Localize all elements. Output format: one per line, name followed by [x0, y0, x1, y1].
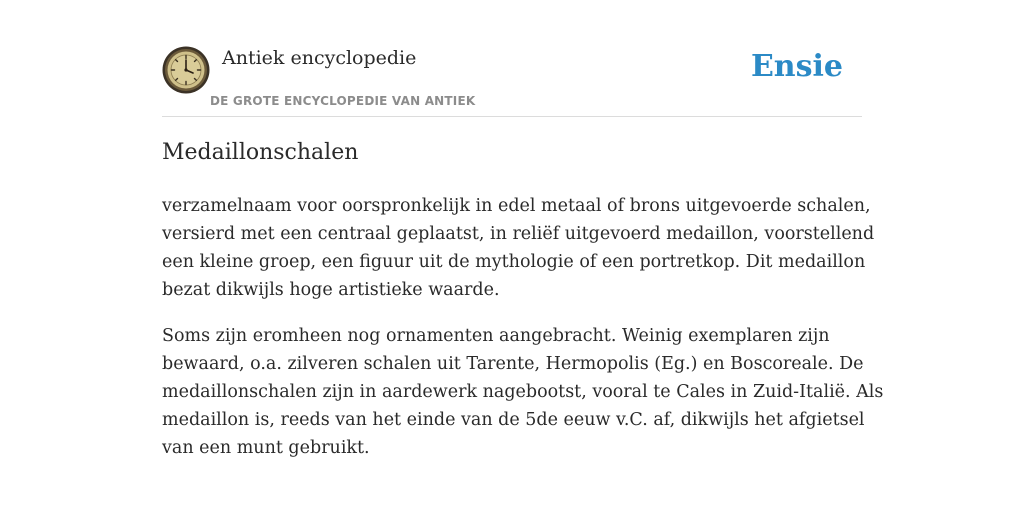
text-line: versierd met een centraal geplaatst, in reliëf uitgevoerd medaillon, voorstellend	[162, 224, 875, 244]
site-header	[162, 44, 862, 117]
text-line: een kleine groep, een figuur uit de mythologie of een portretkop. Dit medaillon	[162, 252, 866, 272]
site-subtitle: DE GROTE ENCYCLOPEDIE VAN ANTIEK	[210, 94, 476, 108]
text-line: Soms zijn eromheen nog ornamenten aangebracht. Weinig exemplaren zijn	[162, 326, 830, 346]
text-line: medaillon is, reeds van het einde van de 5de eeuw v.C. af, dikwijls het afgietsel	[162, 410, 865, 430]
site-title[interactable]: Antiek encyclopedie	[222, 47, 417, 69]
text-line: bewaard, o.a. zilveren schalen uit Tarente, Hermopolis (Eg.) en Boscoreale. De	[162, 354, 864, 374]
page-title: Medaillonschalen	[162, 140, 359, 165]
ensie-brand-link[interactable]: Ensie	[750, 49, 843, 84]
text-line: van een munt gebruikt.	[162, 438, 370, 458]
text-line: bezat dikwijls hoge artistieke waarde.	[162, 280, 500, 300]
text-line: medaillonschalen zijn in aardewerk nagebootst, vooral te Cales in Zuid-Italië. Als	[162, 382, 884, 402]
article-paragraph	[162, 322, 884, 462]
article-body	[162, 192, 884, 480]
article-paragraph	[162, 192, 875, 304]
text-line: verzamelnaam voor oorspronkelijk in edel metaal of brons uitgevoerde schalen,	[162, 196, 871, 216]
antique-clock-icon[interactable]	[162, 46, 210, 94]
